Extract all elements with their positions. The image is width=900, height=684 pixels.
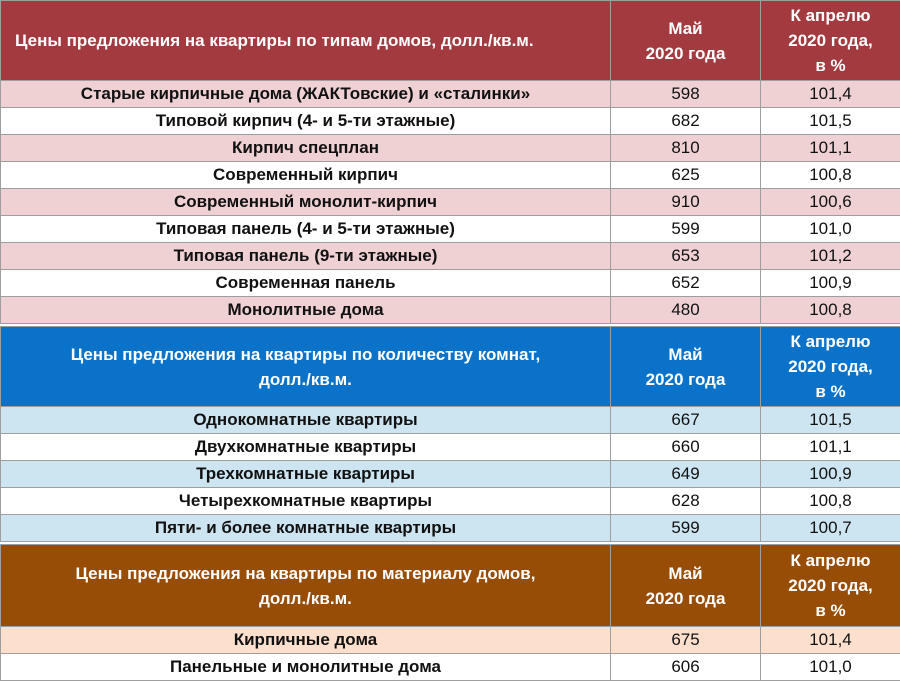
row-may-value: 910: [611, 189, 761, 216]
table-row: [1, 654, 900, 681]
row-label: Кирпич спецплан: [1, 135, 611, 162]
row-label: Старые кирпичные дома (ЖАКТовские) и «сталинки»: [1, 81, 611, 108]
row-april-value: 101,1: [761, 434, 900, 461]
row-may-value: 606: [611, 654, 761, 681]
row-label: Пяти- и более комнатные квартиры: [1, 515, 611, 542]
table-row: [1, 488, 900, 515]
row-label: Монолитные дома: [1, 297, 611, 324]
row-may-value: 649: [611, 461, 761, 488]
table-row: [1, 297, 900, 324]
row-april-value: 101,1: [761, 135, 900, 162]
table-row: [1, 81, 900, 108]
row-may-value: 652: [611, 270, 761, 297]
column-header-may: Май 2020 года: [611, 1, 761, 81]
row-april-value: 100,8: [761, 297, 900, 324]
row-may-value: 599: [611, 515, 761, 542]
row-may-value: 810: [611, 135, 761, 162]
row-april-value: 101,2: [761, 243, 900, 270]
row-label: Типовой кирпич (4- и 5-ти этажные): [1, 108, 611, 135]
table-header: [1, 327, 900, 407]
column-header-april: К апрелю 2020 года, в %: [761, 327, 900, 407]
row-april-value: 101,0: [761, 654, 900, 681]
row-april-value: 100,8: [761, 162, 900, 189]
row-label: Современная панель: [1, 270, 611, 297]
column-header-may: Май 2020 года: [611, 545, 761, 627]
row-label: Кирпичные дома: [1, 627, 611, 654]
table-row: [1, 461, 900, 488]
table-by-material: [0, 544, 900, 681]
row-april-value: 100,6: [761, 189, 900, 216]
row-may-value: 675: [611, 627, 761, 654]
table-row: [1, 515, 900, 542]
row-label: Двухкомнатные квартиры: [1, 434, 611, 461]
row-april-value: 101,4: [761, 627, 900, 654]
row-may-value: 480: [611, 297, 761, 324]
row-may-value: 682: [611, 108, 761, 135]
section-title: Цены предложения на квартиры по типам домов, долл./кв.м.: [1, 1, 611, 81]
section-title: Цены предложения на квартиры по материалу домов, долл./кв.м.: [1, 545, 611, 627]
row-april-value: 101,5: [761, 407, 900, 434]
row-label: Трехкомнатные квартиры: [1, 461, 611, 488]
row-label: Современный кирпич: [1, 162, 611, 189]
row-may-value: 660: [611, 434, 761, 461]
row-april-value: 101,5: [761, 108, 900, 135]
table-row: [1, 216, 900, 243]
table-row: [1, 243, 900, 270]
table-row: [1, 434, 900, 461]
row-label: Четырехкомнатные квартиры: [1, 488, 611, 515]
row-label: Однокомнатные квартиры: [1, 407, 611, 434]
column-header-april: К апрелю 2020 года, в %: [761, 545, 900, 627]
row-april-value: 101,0: [761, 216, 900, 243]
row-may-value: 653: [611, 243, 761, 270]
row-april-value: 100,9: [761, 270, 900, 297]
row-april-value: 100,7: [761, 515, 900, 542]
table-by-house-type: [0, 0, 900, 324]
column-header-april: К апрелю 2020 года, в %: [761, 1, 900, 81]
table-row: [1, 135, 900, 162]
column-header-may: Май 2020 года: [611, 327, 761, 407]
table-row: [1, 162, 900, 189]
row-april-value: 101,4: [761, 81, 900, 108]
table-header: [1, 1, 900, 81]
table-row: [1, 108, 900, 135]
row-april-value: 100,9: [761, 461, 900, 488]
table-row: [1, 189, 900, 216]
row-label: Типовая панель (4- и 5-ти этажные): [1, 216, 611, 243]
table-row: [1, 627, 900, 654]
table-by-room-count: [0, 326, 900, 542]
row-may-value: 625: [611, 162, 761, 189]
row-label: Панельные и монолитные дома: [1, 654, 611, 681]
table-header: [1, 545, 900, 627]
section-title: Цены предложения на квартиры по количеству комнат, долл./кв.м.: [1, 327, 611, 407]
row-label: Современный монолит-кирпич: [1, 189, 611, 216]
row-may-value: 628: [611, 488, 761, 515]
row-label: Типовая панель (9-ти этажные): [1, 243, 611, 270]
row-may-value: 598: [611, 81, 761, 108]
row-april-value: 100,8: [761, 488, 900, 515]
row-may-value: 667: [611, 407, 761, 434]
row-may-value: 599: [611, 216, 761, 243]
table-row: [1, 407, 900, 434]
table-row: [1, 270, 900, 297]
